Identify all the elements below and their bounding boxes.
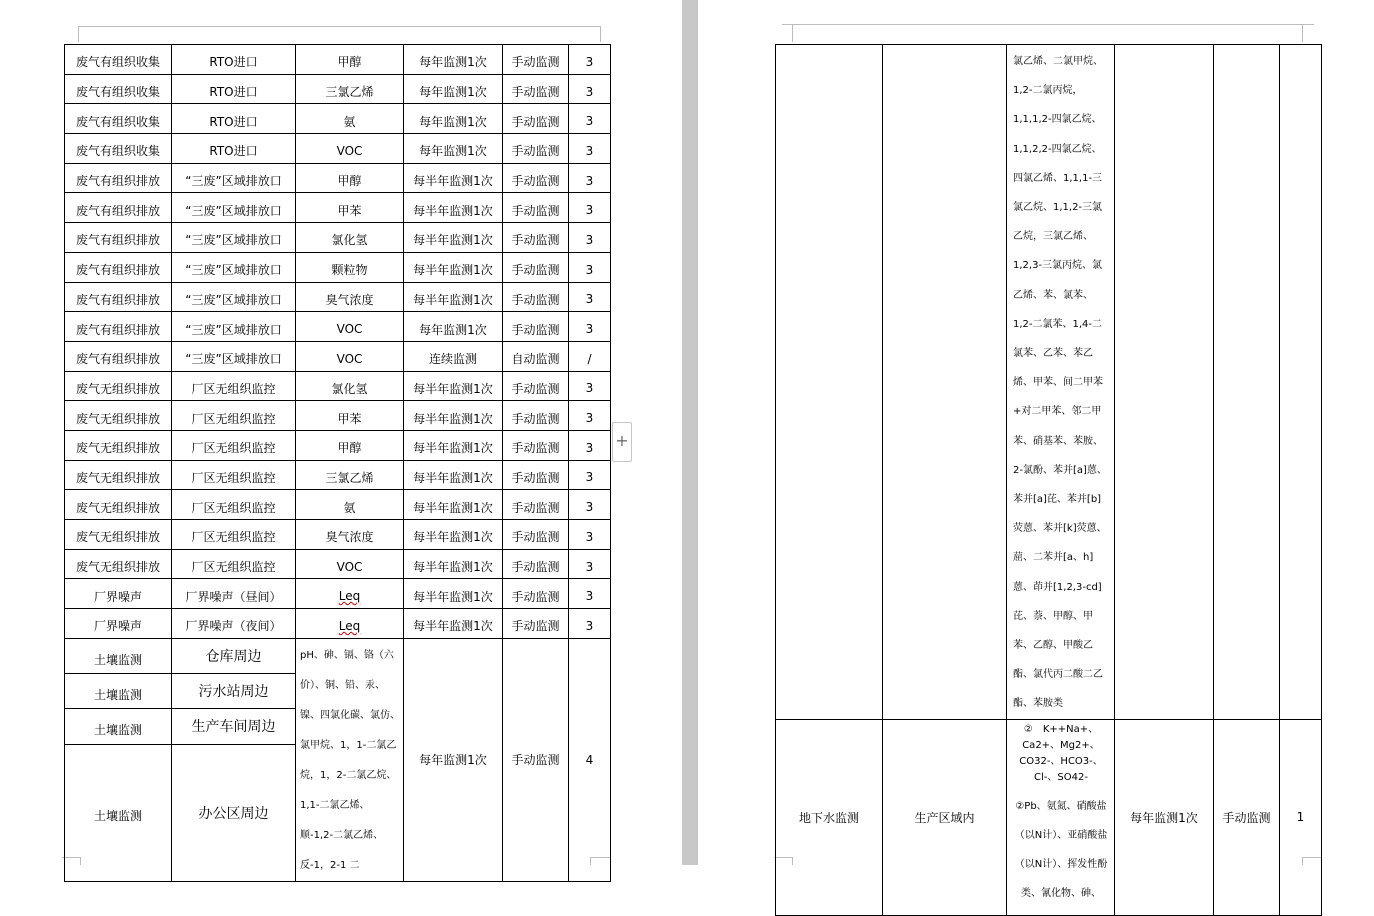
- location-cell: RTO进口: [172, 74, 296, 104]
- category-cell: 土壤监测: [65, 638, 172, 674]
- count-cell: 3: [569, 223, 611, 253]
- category-cell: 土壤监测: [65, 709, 172, 745]
- category-cell: 土壤监测: [65, 674, 172, 709]
- item-cell: 三氯乙烯: [296, 74, 404, 104]
- frequency-cell: 每年监测1次: [404, 104, 503, 134]
- method-cell: 手动监测: [503, 460, 569, 490]
- count-cell: 1: [1280, 719, 1322, 915]
- count-cell: 3: [569, 549, 611, 579]
- count-cell: 3: [569, 104, 611, 134]
- frequency-cell: [1115, 45, 1214, 720]
- location-cell: 厂界噪声（昼间）: [172, 579, 296, 609]
- method-cell: 手动监测: [503, 134, 569, 164]
- count-cell: 3: [569, 430, 611, 460]
- count-cell: 3: [569, 282, 611, 312]
- monitoring-plan-table: [64, 44, 611, 882]
- frequency-cell: 每年监测1次: [404, 638, 503, 881]
- category-cell: 废气有组织排放: [65, 252, 172, 282]
- location-cell: “三废”区域排放口: [172, 223, 296, 253]
- count-cell: 3: [569, 490, 611, 520]
- method-cell: 手动监测: [503, 609, 569, 639]
- item-cell: 臭气浓度: [296, 520, 404, 550]
- category-cell: 厂界噪声: [65, 579, 172, 609]
- count-cell: 3: [569, 45, 611, 75]
- method-cell: 手动监测: [503, 638, 569, 881]
- soil-items-cell: pH、砷、镉、铬（六价）、铜、铅、汞、镍、四氯化碳、氯仿、氯甲烷、1，1-二氯乙烷，1，2-二氯乙烷、1,1-二氯乙烯、顺-1,2-二氯乙烯、反-1，2-1 二: [296, 638, 404, 881]
- location-cell: 厂区无组织监控: [172, 549, 296, 579]
- location-cell: RTO进口: [172, 104, 296, 134]
- item-cell: 氯化氢: [296, 371, 404, 401]
- method-cell: 手动监测: [1214, 719, 1280, 915]
- frequency-cell: 每半年监测1次: [404, 460, 503, 490]
- method-cell: 手动监测: [503, 490, 569, 520]
- groundwater-items-part1: ② K++Na+、Ca2+、Mg2+、CO32-、HCO3-、Cl-、SO42-: [1019, 723, 1103, 783]
- frequency-cell: 每半年监测1次: [404, 520, 503, 550]
- method-cell: [1214, 45, 1280, 720]
- table-row: [65, 193, 611, 223]
- table-row: [65, 460, 611, 490]
- item-cell: 甲醇: [296, 45, 404, 75]
- category-cell: 废气有组织收集: [65, 134, 172, 164]
- frequency-cell: 每半年监测1次: [404, 401, 503, 431]
- location-cell: 厂区无组织监控: [172, 460, 296, 490]
- frequency-cell: 每年监测1次: [404, 74, 503, 104]
- location-cell: 厂区无组织监控: [172, 371, 296, 401]
- frequency-cell: 每年监测1次: [404, 134, 503, 164]
- count-cell: /: [569, 341, 611, 371]
- item-cell: Leq: [296, 579, 404, 609]
- item-cell: 三氯乙烯: [296, 460, 404, 490]
- item-cell: Leq: [296, 609, 404, 639]
- category-cell: 废气无组织排放: [65, 430, 172, 460]
- location-cell: RTO进口: [172, 134, 296, 164]
- location-cell: “三废”区域排放口: [172, 193, 296, 223]
- table-row: [65, 638, 611, 674]
- corner-mark: [78, 26, 79, 42]
- category-cell: 废气有组织收集: [65, 45, 172, 75]
- count-cell: 3: [569, 579, 611, 609]
- frequency-cell: 每年监测1次: [404, 312, 503, 342]
- table-row: [65, 371, 611, 401]
- table-row: [65, 134, 611, 164]
- location-cell: RTO进口: [172, 45, 296, 75]
- location-cell: 生产车间周边: [172, 709, 296, 745]
- location-cell: “三废”区域排放口: [172, 341, 296, 371]
- location-cell: 厂区无组织监控: [172, 401, 296, 431]
- method-cell: 手动监测: [503, 282, 569, 312]
- table-row: [65, 341, 611, 371]
- count-cell: 3: [569, 401, 611, 431]
- category-cell: 废气有组织排放: [65, 223, 172, 253]
- count-cell: 3: [569, 609, 611, 639]
- category-cell: 废气无组织排放: [65, 371, 172, 401]
- category-cell: 土壤监测: [65, 744, 172, 881]
- item-cell: VOC: [296, 549, 404, 579]
- method-cell: 手动监测: [503, 104, 569, 134]
- table-row: [65, 252, 611, 282]
- item-cell: VOC: [296, 341, 404, 371]
- table-row: [65, 579, 611, 609]
- table-row: [65, 430, 611, 460]
- method-cell: 自动监测: [503, 341, 569, 371]
- count-cell: 3: [569, 371, 611, 401]
- corner-mark: [792, 24, 793, 42]
- location-cell: 办公区周边: [172, 744, 296, 881]
- category-cell: 废气有组织收集: [65, 104, 172, 134]
- category-cell: 地下水监测: [776, 719, 883, 915]
- category-cell: 废气无组织排放: [65, 460, 172, 490]
- frequency-cell: 每年监测1次: [1115, 719, 1214, 915]
- category-cell: [776, 45, 883, 720]
- method-cell: 手动监测: [503, 549, 569, 579]
- frequency-cell: 每半年监测1次: [404, 282, 503, 312]
- count-cell: 4: [569, 638, 611, 881]
- table-row: [65, 520, 611, 550]
- location-cell: 厂界噪声（夜间）: [172, 609, 296, 639]
- count-cell: 3: [569, 193, 611, 223]
- table-row: [776, 45, 1322, 720]
- table-row: [65, 282, 611, 312]
- table-row: [776, 719, 1322, 915]
- frequency-cell: 每半年监测1次: [404, 371, 503, 401]
- location-cell: 仓库周边: [172, 638, 296, 674]
- item-cell: 氨: [296, 104, 404, 134]
- table-row: [65, 401, 611, 431]
- add-row-button[interactable]: +: [612, 422, 632, 462]
- count-cell: 3: [569, 460, 611, 490]
- category-cell: 废气有组织排放: [65, 341, 172, 371]
- method-cell: 手动监测: [503, 193, 569, 223]
- item-cell: 甲醇: [296, 163, 404, 193]
- category-cell: 厂界噪声: [65, 609, 172, 639]
- category-cell: 废气无组织排放: [65, 490, 172, 520]
- location-cell: 厂区无组织监控: [172, 490, 296, 520]
- count-cell: 3: [569, 312, 611, 342]
- item-cell: 甲醇: [296, 430, 404, 460]
- count-cell: 3: [569, 74, 611, 104]
- table-row: [65, 490, 611, 520]
- method-cell: 手动监测: [503, 401, 569, 431]
- location-cell: 厂区无组织监控: [172, 520, 296, 550]
- category-cell: 废气无组织排放: [65, 549, 172, 579]
- location-cell: “三废”区域排放口: [172, 163, 296, 193]
- frequency-cell: 每半年监测1次: [404, 549, 503, 579]
- item-cell: 甲苯: [296, 401, 404, 431]
- category-cell: 废气有组织排放: [65, 312, 172, 342]
- location-cell: 污水站周边: [172, 674, 296, 709]
- method-cell: 手动监测: [503, 579, 569, 609]
- table-row: [65, 223, 611, 253]
- table-row: [65, 609, 611, 639]
- category-cell: 废气有组织收集: [65, 74, 172, 104]
- location-cell: “三废”区域排放口: [172, 312, 296, 342]
- table-row: [65, 163, 611, 193]
- frequency-cell: 每半年监测1次: [404, 430, 503, 460]
- category-cell: 废气无组织排放: [65, 401, 172, 431]
- table-row: [65, 312, 611, 342]
- method-cell: 手动监测: [503, 74, 569, 104]
- count-cell: 3: [569, 252, 611, 282]
- groundwater-items-cell: [1007, 719, 1115, 915]
- monitoring-plan-table-continued: [775, 44, 1322, 916]
- category-cell: 废气有组织排放: [65, 282, 172, 312]
- frequency-cell: 每半年监测1次: [404, 193, 503, 223]
- table-row: [65, 74, 611, 104]
- location-cell: 厂区无组织监控: [172, 430, 296, 460]
- count-cell: 3: [569, 134, 611, 164]
- count-cell: 3: [569, 163, 611, 193]
- header-margin-line: [782, 24, 1314, 25]
- frequency-cell: 每半年监测1次: [404, 252, 503, 282]
- item-cell: VOC: [296, 312, 404, 342]
- table-row: [65, 45, 611, 75]
- method-cell: 手动监测: [503, 252, 569, 282]
- item-cell: 甲苯: [296, 193, 404, 223]
- location-cell: “三废”区域排放口: [172, 282, 296, 312]
- frequency-cell: 每半年监测1次: [404, 490, 503, 520]
- groundwater-items-part2: ②Pb、氨氮、硝酸盐（以N计）、亚硝酸盐（以N计）、挥发性酚类、氰化物、砷、: [1014, 800, 1108, 899]
- location-cell: “三废”区域排放口: [172, 252, 296, 282]
- frequency-cell: 每半年监测1次: [404, 609, 503, 639]
- table-row: [65, 549, 611, 579]
- soil-items-continued-cell: 氯乙烯、二氯甲烷、1,2-二氯丙烷，1,1,1,2-四氯乙烷、1,1,2,2-四氯乙烷、四氯乙烯、1,1,1-三氯乙烷、1,1,2-三氯乙烷，三氯乙烯、1,2,3-三氯丙烷、氯乙烯、苯、氯苯、1,2-二氯苯、1,4-二氯苯、乙苯、苯乙烯、甲苯、间二甲苯+对二甲苯、邻二甲苯、硝基苯、苯胺、2-氯酚、苯并[a]蒽、苯并[a]芘、苯并[b]荧蒽、苯并[k]荧蒽、䓛、二苯并[a、h]蒽、茚并[1,2,3-cd] 芘、萘、甲醇、甲苯、乙醇、甲酸乙酯、氯代丙二酸二乙酯、苯胺类: [1007, 45, 1115, 720]
- item-cell: VOC: [296, 134, 404, 164]
- method-cell: 手动监测: [503, 430, 569, 460]
- category-cell: 废气有组织排放: [65, 193, 172, 223]
- header-margin-line: [78, 26, 600, 27]
- table-row: [65, 104, 611, 134]
- count-cell: 3: [569, 520, 611, 550]
- frequency-cell: 每年监测1次: [404, 45, 503, 75]
- category-cell: 废气有组织排放: [65, 163, 172, 193]
- frequency-cell: 每半年监测1次: [404, 163, 503, 193]
- item-cell: 氨: [296, 490, 404, 520]
- category-cell: 废气无组织排放: [65, 520, 172, 550]
- count-cell: [1280, 45, 1322, 720]
- item-cell: 颗粒物: [296, 252, 404, 282]
- method-cell: 手动监测: [503, 371, 569, 401]
- corner-mark: [600, 26, 601, 42]
- frequency-cell: 连续监测: [404, 341, 503, 371]
- item-cell: 臭气浓度: [296, 282, 404, 312]
- page-gutter: [682, 0, 698, 865]
- method-cell: 手动监测: [503, 45, 569, 75]
- corner-mark: [1302, 24, 1303, 42]
- location-cell: [883, 45, 1007, 720]
- method-cell: 手动监测: [503, 312, 569, 342]
- method-cell: 手动监测: [503, 520, 569, 550]
- method-cell: 手动监测: [503, 163, 569, 193]
- location-cell: 生产区域内: [883, 719, 1007, 915]
- item-cell: 氯化氢: [296, 223, 404, 253]
- frequency-cell: 每半年监测1次: [404, 223, 503, 253]
- frequency-cell: 每半年监测1次: [404, 579, 503, 609]
- method-cell: 手动监测: [503, 223, 569, 253]
